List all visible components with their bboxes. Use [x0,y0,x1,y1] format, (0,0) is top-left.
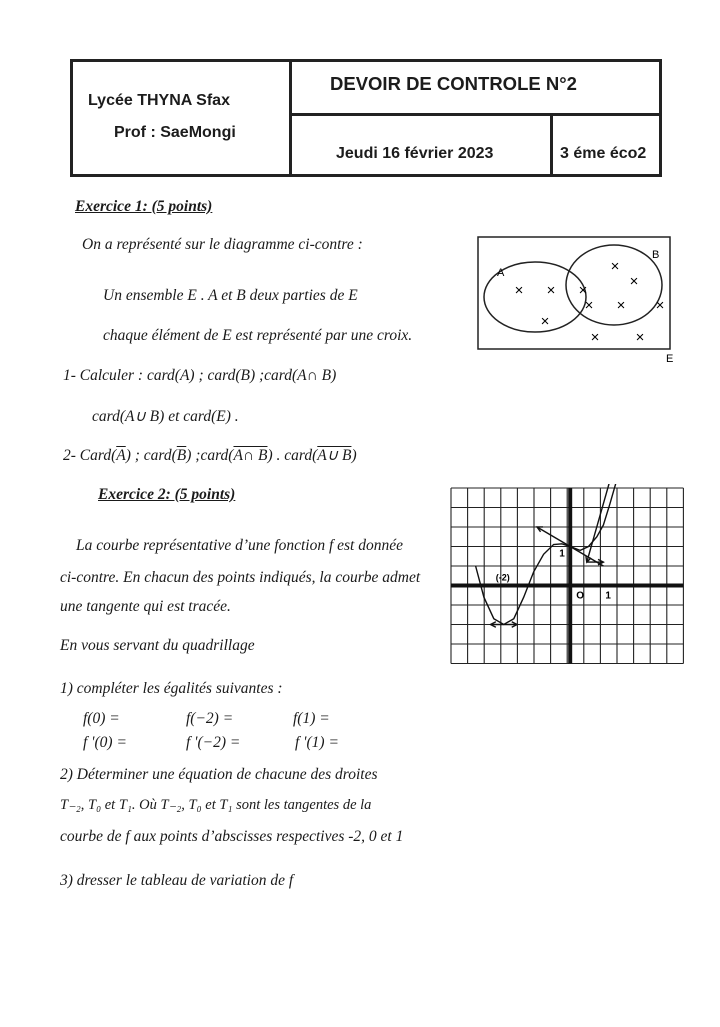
element-cross: × [629,273,639,290]
q2-text: ) ; card( [125,447,177,464]
element-cross: × [540,313,550,330]
element-cross: × [584,297,594,314]
exercise2-title: Exercice 2: (5 points) [98,486,236,503]
complement-A-inter-B: A∩ B [233,447,268,464]
element-cross: × [655,297,665,314]
label-B: B [652,249,660,261]
label-A: A [497,267,505,279]
function-graph [448,484,688,670]
exercise2-question2-line2: T₋₂, T₀ et T₁. Où T₋₂, T₀ et T₁ sont les tangentes de la [60,797,372,813]
element-cross: × [578,282,588,299]
exercise2-para1: La courbe représentative d’une fonction f est donnée [76,537,403,554]
equality-fp1: f '(1) = [295,734,339,751]
equality-fp-2: f '(−2) = [186,734,241,751]
equality-f0: f(0) = [83,710,120,727]
x-unit-label: 1 [605,590,611,602]
header-divider [292,113,662,116]
complement-B: $\overline{B}$ [176,447,187,464]
exercise1-line1: Un ensemble E . A et B deux parties de E [103,287,358,304]
exercise1-question1: 1- Calculer : card(A) ; card(B) ;card(A∩ B) [63,367,337,384]
element-cross: × [590,329,600,346]
exercise2-para2: ci-contre. En chacun des points indiqués, la courbe admet [60,569,421,586]
label-E: E [666,353,674,365]
element-cross: × [616,297,626,314]
exercise2-para3: une tangente qui est tracée. [60,598,231,615]
q2-text: 2- Card( [63,447,117,464]
complement-A-union-B: A∪ B [317,447,352,464]
element-cross: × [546,282,556,299]
header-divider [550,113,553,174]
class-name: 3 éme éco2 [560,145,647,162]
exercise2-hint: En vous servant du quadrillage [60,637,255,654]
venn-diagram [470,230,690,370]
exercise2-question1: 1) compléter les égalités suivantes : [60,680,283,697]
header-divider [289,62,292,174]
q2-text: ) ;card( [186,447,234,464]
teacher-name: Prof : SaeMongi [114,124,236,141]
exam-date: Jeudi 16 février 2023 [336,145,494,162]
exercise2-question2: 2) Déterminer une équation de chacune des droites [60,766,378,783]
y-unit-label: 1 [559,548,565,560]
exercise2-question3: 3) dresser le tableau de variation de f [60,872,294,889]
exercise1-intro: On a représenté sur le diagramme ci-contre : [82,236,363,253]
curve-f [476,484,622,625]
complement-A: $\overline{A}$ [116,447,126,464]
equality-f-2: f(−2) = [186,710,234,727]
exam-title: DEVOIR DE CONTROLE N°2 [330,73,577,94]
exercise1-question1-cont: card(A∪ B) et card(E) . [92,408,239,425]
element-cross: × [610,258,620,275]
exercise1-title: Exercice 1: (5 points) [75,198,213,215]
minus2-label: (-2) [495,572,510,583]
school-name: Lycée THYNA Sfax [88,92,230,109]
origin-label: O [576,590,584,602]
q2-text: ) [351,447,357,464]
equality-f1: f(1) = [293,710,330,727]
exercise2-question2-line3: courbe de f aux points d’abscisses respectives -2, 0 et 1 [60,828,404,845]
exercise1-question2 [63,446,357,465]
graph-grid [451,488,683,664]
equality-fp0: f '(0) = [83,734,127,751]
exercise1-line2: chaque élément de E est représenté par une croix. [103,327,413,344]
q2-text: ) . card( [267,447,318,464]
element-cross: × [635,329,645,346]
element-cross: × [514,282,524,299]
